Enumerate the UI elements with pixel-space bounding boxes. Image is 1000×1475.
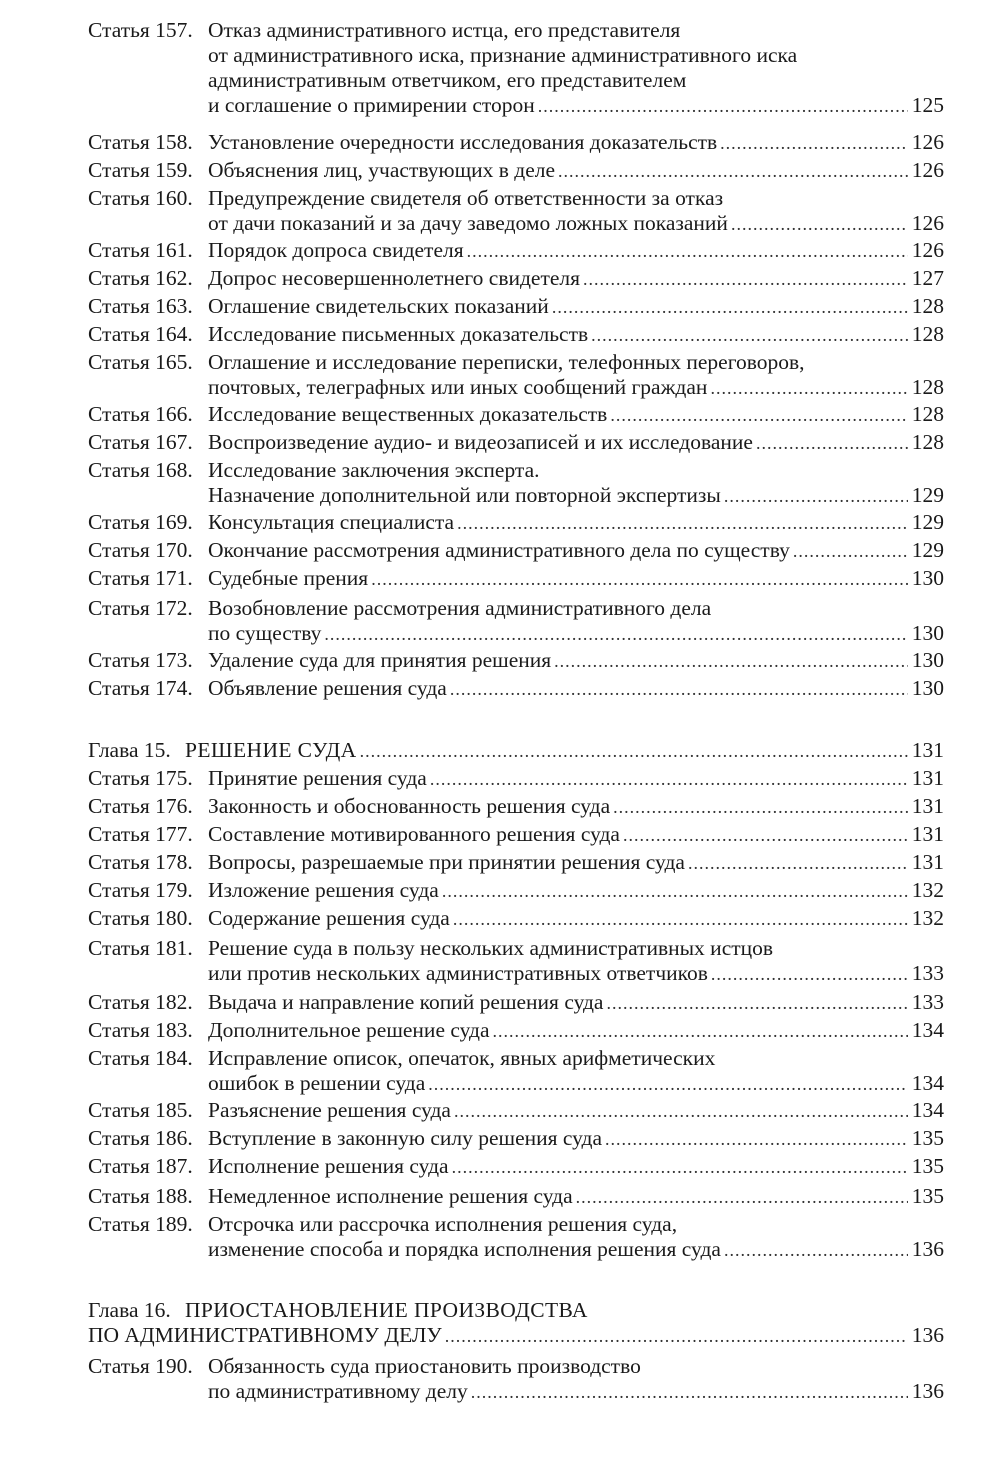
dot-leader: [555, 159, 908, 184]
toc-title: Решение суда в пользу нескольких административных истцов: [208, 936, 774, 960]
toc-entry: [88, 1018, 944, 1043]
toc-label: Статья 173.: [88, 648, 193, 672]
toc-line: [88, 738, 944, 763]
toc-line: [88, 676, 944, 701]
toc-label: Статья 180.: [88, 906, 193, 930]
dot-leader: [535, 94, 908, 119]
toc-chapter: [88, 738, 944, 763]
dot-leader: [685, 851, 908, 876]
page-number: 130: [911, 648, 944, 672]
toc-entry: [88, 1212, 944, 1262]
toc-entry: [88, 158, 944, 183]
dot-leader: [721, 1238, 908, 1263]
toc-label: Статья 186.: [88, 1126, 193, 1150]
toc-line: [88, 1184, 944, 1209]
dot-leader: [449, 1155, 908, 1180]
toc-line: [88, 186, 944, 211]
toc-entry: [88, 510, 944, 535]
toc-label: Статья 170.: [88, 538, 193, 562]
page-number: 131: [911, 766, 944, 790]
toc-line: [88, 158, 944, 183]
toc-entry: [88, 794, 944, 819]
toc-title: Дополнительное решение суда: [208, 1018, 490, 1042]
dot-leader: [427, 767, 908, 792]
toc-entry: [88, 458, 944, 508]
toc-line: [88, 850, 944, 875]
toc-entry: [88, 238, 944, 263]
toc-line: [88, 538, 944, 563]
toc-entry: [88, 850, 944, 875]
toc-title: Оглашение свидетельских показаний: [208, 294, 549, 318]
dot-leader: [451, 1099, 908, 1124]
toc-line: [88, 130, 944, 155]
toc-label: Статья 175.: [88, 766, 193, 790]
toc-line: [88, 1154, 944, 1179]
page-number: 128: [911, 294, 944, 318]
toc-label: Статья 163.: [88, 294, 193, 318]
toc-title: Исследование письменных доказательств: [208, 322, 589, 346]
toc-title: Консультация специалиста: [208, 510, 455, 534]
dot-leader: [321, 622, 908, 647]
toc-line: [88, 402, 944, 427]
toc-line: [88, 458, 944, 483]
toc-entry: [88, 294, 944, 319]
toc-line: [88, 621, 944, 646]
dot-leader: [549, 295, 908, 320]
page-number: 134: [911, 1071, 944, 1095]
dot-leader: [728, 212, 908, 237]
toc-label: Статья 167.: [88, 430, 193, 454]
toc-entry: [88, 1154, 944, 1179]
toc-line: [88, 1237, 944, 1262]
toc-title: Отказ административного истца, его представителя: [208, 18, 681, 42]
page-number: 134: [911, 1098, 944, 1122]
dot-leader: [425, 1072, 908, 1097]
dot-leader: [610, 795, 908, 820]
toc-line: [88, 566, 944, 591]
page-number: 136: [911, 1379, 944, 1403]
dot-leader: [464, 239, 908, 264]
dot-leader: [707, 376, 908, 401]
toc-entry: [88, 936, 944, 986]
toc-line: [88, 648, 944, 673]
page-number: 134: [911, 1018, 944, 1042]
toc-title: Вступление в законную силу решения суда: [208, 1126, 603, 1150]
toc-title: Исполнение решения суда: [208, 1154, 449, 1178]
toc-line: [88, 18, 944, 43]
toc-title: Немедленное исполнение решения суда: [208, 1184, 573, 1208]
dot-leader: [603, 991, 908, 1016]
toc-title: от административного иска, признание административного иска: [208, 43, 798, 67]
dot-leader: [439, 879, 908, 904]
toc-line: [88, 294, 944, 319]
toc-entry: [88, 676, 944, 701]
toc-entry: [88, 1046, 944, 1096]
toc-title: ПРИОСТАНОВЛЕНИЕ ПРОИЗВОДСТВА: [185, 1298, 588, 1322]
toc-title: Порядок допроса свидетеля: [208, 238, 464, 262]
page-number: 133: [911, 990, 944, 1014]
toc-label: Статья 179.: [88, 878, 193, 902]
toc-label: Статья 159.: [88, 158, 193, 182]
toc-entry: [88, 822, 944, 847]
page-number: 129: [911, 483, 944, 507]
toc-label: Статья 183.: [88, 1018, 193, 1042]
toc-title: изменение способа и порядка исполнения решения суда: [208, 1237, 721, 1261]
toc-line: [88, 822, 944, 847]
toc-label: Статья 168.: [88, 458, 193, 482]
toc-entry: [88, 350, 944, 400]
dot-leader: [450, 907, 908, 932]
page-number: 132: [911, 878, 944, 902]
page-number: 126: [911, 158, 944, 182]
toc-line: [88, 1354, 944, 1379]
toc-label: Статья 166.: [88, 402, 193, 426]
toc-title: Предупреждение свидетеля об ответственности за отказ: [208, 186, 724, 210]
toc-line: [88, 238, 944, 263]
toc-line: [88, 1046, 944, 1071]
toc-entry: [88, 186, 944, 236]
toc-label: Статья 157.: [88, 18, 193, 42]
toc-title: Исследование заключения эксперта.: [208, 458, 540, 482]
page-number: 128: [911, 322, 944, 346]
dot-leader: [790, 539, 908, 564]
toc-title: и соглашение о примирении сторон: [208, 93, 535, 117]
page-number: 131: [911, 822, 944, 846]
toc-line: [88, 68, 944, 93]
page-number: 136: [911, 1237, 944, 1261]
dot-leader: [454, 511, 908, 536]
toc-entry: [88, 878, 944, 903]
toc-line: [88, 961, 944, 986]
page-number: 135: [911, 1184, 944, 1208]
toc-title: или против нескольких административных ответчиков: [208, 961, 708, 985]
toc-line: [88, 322, 944, 347]
toc-entry: [88, 130, 944, 155]
page-number: 133: [911, 961, 944, 985]
toc-entry: [88, 766, 944, 791]
toc-title: Вопросы, разрешаемые при принятии решения суда: [208, 850, 685, 874]
dot-leader: [602, 1127, 908, 1152]
toc-title: Оглашение и исследование переписки, телефонных переговоров,: [208, 350, 805, 374]
toc-title: от дачи показаний и за дачу заведомо ложных показаний: [208, 211, 728, 235]
toc-title: Возобновление рассмотрения административного дела: [208, 596, 712, 620]
toc-line: [88, 906, 944, 931]
toc-entry: [88, 1184, 944, 1209]
toc-line: [88, 375, 944, 400]
page-number: 130: [911, 566, 944, 590]
toc-title: Исследование вещественных доказательств: [208, 402, 608, 426]
page-number: 126: [911, 130, 944, 154]
dot-leader: [468, 1380, 908, 1405]
page-number: 128: [911, 402, 944, 426]
toc-title: Содержание решения суда: [208, 906, 450, 930]
toc-title: по существу: [208, 621, 322, 645]
toc-line: [88, 350, 944, 375]
toc-line: [88, 936, 944, 961]
toc-title: Установление очередности исследования доказательств: [208, 130, 718, 154]
dot-leader: [607, 403, 908, 428]
dot-leader: [620, 823, 908, 848]
toc-entry: [88, 1354, 944, 1404]
toc-entry: [88, 430, 944, 455]
toc-line: [88, 93, 944, 118]
toc-entry: [88, 648, 944, 673]
toc-title: РЕШЕНИЕ СУДА: [185, 738, 357, 762]
toc-title: Удаление суда для принятия решения: [208, 648, 552, 672]
toc-entry: [88, 906, 944, 931]
toc-line: [88, 211, 944, 236]
toc-entry: [88, 990, 944, 1015]
toc-title: Законность и обоснованность решения суда: [208, 794, 611, 818]
toc-label: Статья 165.: [88, 350, 193, 374]
dot-leader: [588, 323, 908, 348]
toc-title: Составление мотивированного решения суда: [208, 822, 620, 846]
toc-title: Обязанность суда приостановить производство: [208, 1354, 641, 1378]
page-number: 129: [911, 538, 944, 562]
dot-leader: [357, 739, 908, 764]
toc-line: [88, 1379, 944, 1404]
toc-entry: [88, 1098, 944, 1123]
toc-label: Глава 15.: [88, 738, 171, 762]
toc-label: Статья 177.: [88, 822, 193, 846]
toc-title: Выдача и направление копий решения суда: [208, 990, 604, 1014]
toc-title: Принятие решения суда: [208, 766, 427, 790]
toc-label: Статья 174.: [88, 676, 193, 700]
toc-line: [88, 1098, 944, 1123]
toc-entry: [88, 596, 944, 646]
toc-label: Статья 176.: [88, 794, 193, 818]
page-number: 131: [911, 794, 944, 818]
dot-leader: [708, 962, 908, 987]
toc-label: Статья 160.: [88, 186, 193, 210]
page-number: 126: [911, 238, 944, 262]
toc-label: Статья 189.: [88, 1212, 193, 1236]
toc-label: Статья 190.: [88, 1354, 193, 1378]
dot-leader: [368, 567, 908, 592]
toc-line: [88, 596, 944, 621]
toc-title: ПО АДМИНИСТРАТИВНОМУ ДЕЛУ: [88, 1323, 442, 1347]
toc-chapter: [88, 1298, 944, 1348]
toc-line: [88, 794, 944, 819]
toc-label: Статья 185.: [88, 1098, 193, 1122]
toc-label: Статья 164.: [88, 322, 193, 346]
toc-title: Допрос несовершеннолетнего свидетеля: [208, 266, 581, 290]
dot-leader: [721, 484, 908, 509]
toc-line: [88, 1323, 944, 1348]
toc-label: Статья 172.: [88, 596, 193, 620]
toc-label: Статья 178.: [88, 850, 193, 874]
page-number: 126: [911, 211, 944, 235]
dot-leader: [490, 1019, 909, 1044]
dot-leader: [580, 267, 908, 292]
toc-label: Статья 188.: [88, 1184, 193, 1208]
dot-leader: [551, 649, 908, 674]
page-number: 128: [911, 375, 944, 399]
dot-leader: [573, 1185, 908, 1210]
page-number: 135: [911, 1154, 944, 1178]
toc-entry: [88, 1126, 944, 1151]
toc-label: Статья 169.: [88, 510, 193, 534]
toc-title: Объяснения лиц, участвующих в деле: [208, 158, 556, 182]
toc-line: [88, 878, 944, 903]
page-number: 125: [911, 93, 944, 117]
page-number: 132: [911, 906, 944, 930]
toc-title: Воспроизведение аудио- и видеозаписей и их исследование: [208, 430, 753, 454]
toc-label: Статья 184.: [88, 1046, 193, 1070]
toc-title: Исправление описок, опечаток, явных арифметических: [208, 1046, 716, 1070]
toc-line: [88, 766, 944, 791]
dot-leader: [442, 1324, 908, 1349]
toc-title: Отсрочка или рассрочка исполнения решения суда,: [208, 1212, 678, 1236]
toc-line: [88, 1212, 944, 1237]
toc-title: Объявление решения суда: [208, 676, 447, 700]
toc-label: Статья 162.: [88, 266, 193, 290]
page-number: 129: [911, 510, 944, 534]
toc-title: Изложение решения суда: [208, 878, 439, 902]
page-number: 130: [911, 621, 944, 645]
toc-label: Статья 187.: [88, 1154, 193, 1178]
dot-leader: [447, 677, 908, 702]
page-number: 135: [911, 1126, 944, 1150]
page-number: 130: [911, 676, 944, 700]
toc-line: [88, 483, 944, 508]
toc-label: Статья 171.: [88, 566, 193, 590]
toc-line: [88, 990, 944, 1015]
toc-entry: [88, 566, 944, 591]
toc-title: административным ответчиком, его представителем: [208, 68, 687, 92]
toc-entry: [88, 538, 944, 563]
toc-title: Судебные прения: [208, 566, 369, 590]
toc-line: [88, 1071, 944, 1096]
toc-title: почтовых, телеграфных или иных сообщений граждан: [208, 375, 708, 399]
toc-label: Статья 182.: [88, 990, 193, 1014]
toc-entry: [88, 402, 944, 427]
toc-title: Окончание рассмотрения административного дела по существу: [208, 538, 790, 562]
page-number: 131: [911, 738, 944, 762]
dot-leader: [717, 131, 908, 156]
toc-title: по административному делу: [208, 1379, 468, 1403]
toc-label: Статья 158.: [88, 130, 193, 154]
toc-label: Глава 16.: [88, 1298, 171, 1322]
toc-line: [88, 510, 944, 535]
page-number: 127: [911, 266, 944, 290]
toc-line: [88, 1126, 944, 1151]
dot-leader: [753, 431, 908, 456]
toc-title: Назначение дополнительной или повторной экспертизы: [208, 483, 721, 507]
toc-line: [88, 1298, 944, 1323]
toc-title: Разъяснение решения суда: [208, 1098, 451, 1122]
toc-line: [88, 266, 944, 291]
toc-entry: [88, 18, 944, 118]
toc-line: [88, 43, 944, 68]
toc-entry: [88, 266, 944, 291]
toc-title: ошибок в решении суда: [208, 1071, 426, 1095]
page-number: 128: [911, 430, 944, 454]
page-number: 131: [911, 850, 944, 874]
toc-line: [88, 1018, 944, 1043]
toc-label: Статья 161.: [88, 238, 193, 262]
page-number: 136: [911, 1323, 944, 1347]
toc-entry: [88, 322, 944, 347]
toc-line: [88, 430, 944, 455]
toc-label: Статья 181.: [88, 936, 193, 960]
